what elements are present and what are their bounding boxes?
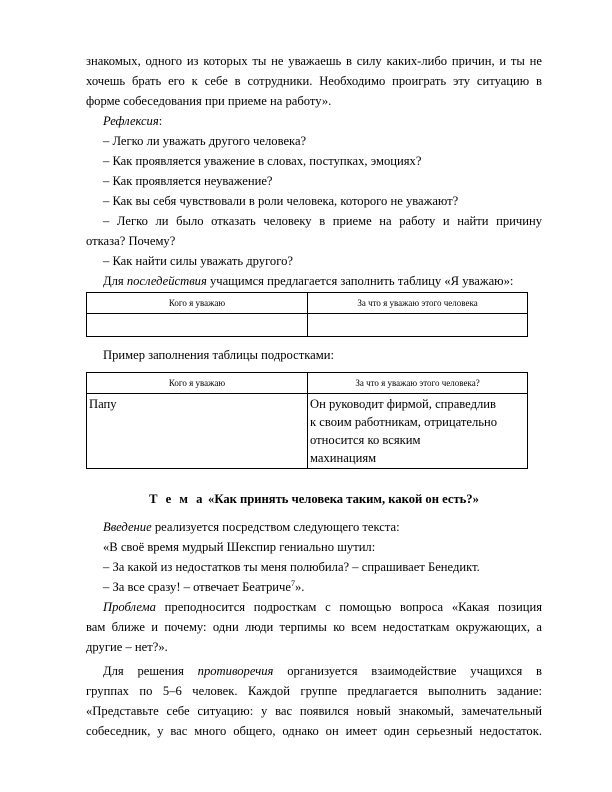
contradiction-rest: организуется взаимодействие учащихся в: [273, 664, 542, 678]
topic-label: Т е м а: [149, 492, 205, 506]
intro-line: [103, 518, 542, 536]
table-cell-line: к своим работникам, отрицательно: [310, 415, 498, 429]
aftereffect-post: учащимся предлагается заполнить таблицу «Я уважаю»:: [206, 274, 514, 288]
table-header: За что я уважаю этого человека?: [308, 373, 528, 394]
paragraph-line: хочешь брать его к себе в сотрудники. Необходимо проиграть эту ситуацию в: [86, 74, 542, 88]
problem-line: [103, 598, 542, 616]
reflection-question: – Как вы себя чувствовали в роли человека, которого не уважают?: [103, 194, 459, 208]
aftereffect-line: [103, 272, 542, 290]
intro-rest: реализуется посредством следующего текста:: [151, 520, 400, 534]
table-cell-who: Папу: [87, 394, 308, 469]
reflection-colon: :: [158, 114, 163, 128]
table-cell-line: Он руководит фирмой, справедлив: [310, 397, 496, 411]
quote-end: ».: [294, 580, 305, 594]
intro-italic: Введение: [103, 520, 152, 534]
reflection-question: – Легко ли было отказать человеку в приеме на работу и найти причину: [103, 214, 542, 228]
contradiction-line: «Представьте себе ситуацию: у вас появился новый знакомый, замечательный: [86, 704, 542, 718]
reflection-label: Рефлексия: [103, 114, 159, 128]
table-header: Кого я уважаю: [87, 293, 308, 314]
aftereffect-pre: Для: [103, 274, 127, 288]
problem-rest: преподносится подросткам с помощью вопроса «Какая позиция: [155, 600, 542, 614]
quote-line: [103, 578, 542, 596]
table-cell-line: махинациям: [310, 451, 377, 465]
problem-line: другие – нет?».: [86, 640, 168, 654]
contradiction-line: [103, 662, 542, 680]
reflection-question: – Как проявляется неуважение?: [103, 174, 273, 188]
contradiction-pre: Для решения: [103, 664, 198, 678]
table-cell-empty[interactable]: [87, 314, 308, 337]
reflection-question-cont: отказа? Почему?: [86, 234, 176, 248]
quote-text: – За все сразу! – отвечает Беатриче: [103, 580, 291, 594]
table-header: Кого я уважаю: [87, 373, 308, 394]
footnote-mark[interactable]: 7: [290, 578, 295, 588]
topic-text: «Как принять человека таким, какой он есть?»: [204, 492, 479, 506]
topic-title: [86, 490, 542, 508]
quote-line: – За какой из недостатков ты меня полюбила? – спрашивает Бенедикт.: [103, 560, 480, 574]
contradiction-line: собеседник, у вас много общего, однако он имеет один серьезный недостаток.: [86, 724, 542, 738]
paragraph-line: форме собеседования при приеме на работу».: [86, 94, 332, 108]
problem-line: вам ближе и почему: одни люди терпимы ко всем недостаткам окружающих, а: [86, 620, 542, 634]
aftereffect-italic: последействия: [126, 274, 207, 288]
reflection-question: – Как проявляется уважение в словах, поступках, эмоциях?: [103, 154, 422, 168]
table-cell-empty[interactable]: [308, 314, 528, 337]
respect-table-example: [86, 372, 528, 469]
table-cell-line: относится ко всяким: [310, 433, 421, 447]
reflection-question: – Как найти силы уважать другого?: [103, 254, 293, 268]
table-cell-why: [308, 394, 528, 469]
contradiction-italic: противоречия: [197, 664, 274, 678]
reflection-heading: [103, 112, 542, 130]
table-header: За что я уважаю этого человека: [308, 293, 528, 314]
quote-line: «В своё время мудрый Шекспир гениально шутил:: [103, 540, 376, 554]
contradiction-line: группах по 5–6 человек. Каждой группе предлагается выполнить задание:: [86, 684, 542, 698]
example-caption: Пример заполнения таблицы подростками:: [103, 348, 334, 362]
problem-italic: Проблема: [103, 600, 156, 614]
reflection-question: – Легко ли уважать другого человека?: [103, 134, 307, 148]
respect-table-empty: [86, 292, 528, 337]
paragraph-line: знакомых, одного из которых ты не уважаешь в силу каких-либо причин, и ты не: [86, 54, 542, 68]
